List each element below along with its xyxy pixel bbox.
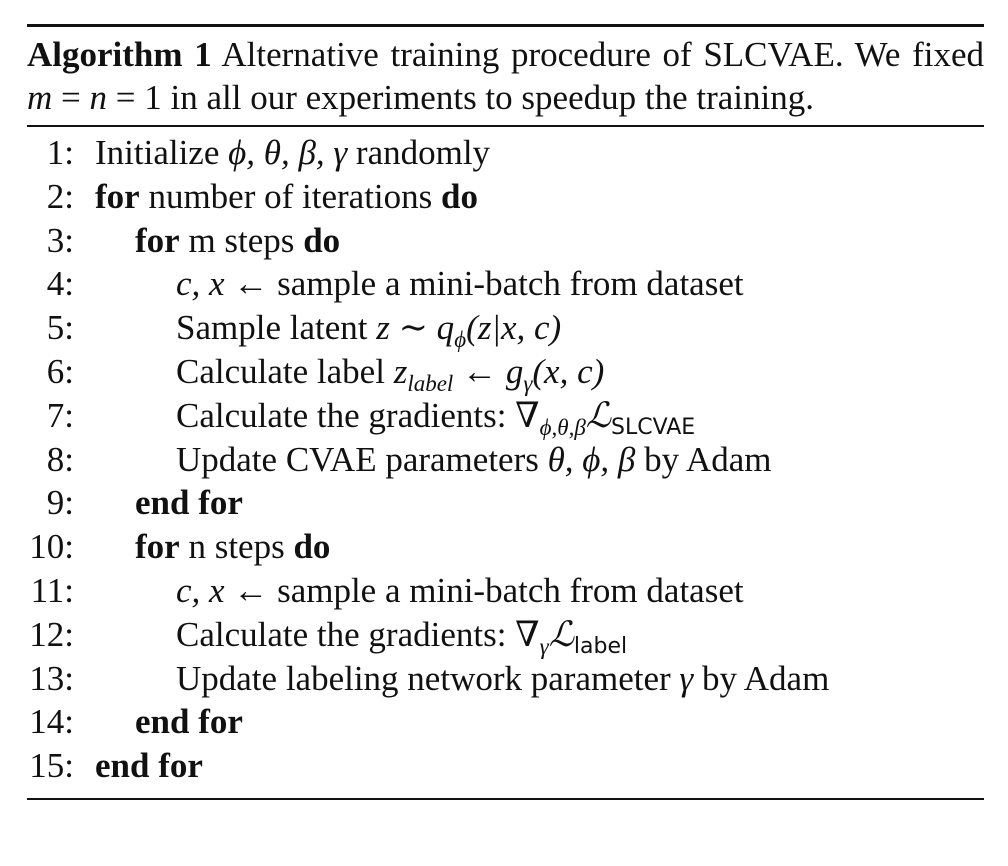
keyword-end-for: end for xyxy=(95,746,203,786)
keyword-for: for xyxy=(135,220,180,260)
algorithm-block xyxy=(27,24,984,800)
keyword-do: do xyxy=(293,527,331,567)
loss-subscript: SLCVAE xyxy=(611,414,696,440)
line-math: (z|x, c) xyxy=(466,308,562,348)
line-subscript: ϕ xyxy=(454,327,467,353)
line-text: Calculate the gradients: ∇ xyxy=(176,614,540,654)
caption-var-m: m xyxy=(27,78,53,117)
line-text: Update CVAE parameters xyxy=(176,439,548,479)
line-number: 6: xyxy=(46,351,74,391)
loss-symbol: ℒ xyxy=(548,614,574,655)
line-number: 2: xyxy=(46,176,74,216)
algorithm-line-15 xyxy=(27,744,984,788)
algorithm-lines xyxy=(27,131,984,788)
algorithm-line-1 xyxy=(27,131,984,175)
caption-rule xyxy=(27,125,984,127)
algorithm-line-11 xyxy=(27,569,984,613)
line-number: 11: xyxy=(30,570,74,610)
line-number: 7: xyxy=(46,395,74,435)
algorithm-line-12 xyxy=(27,613,984,657)
algorithm-line-14 xyxy=(27,700,984,744)
line-text: n steps xyxy=(179,527,294,567)
line-subscript: γ xyxy=(523,370,533,396)
line-math: θ, ϕ, β xyxy=(547,439,636,479)
caption-var-n: n xyxy=(89,78,108,117)
top-rule xyxy=(27,24,984,27)
line-math: γ xyxy=(679,658,694,698)
line-number: 5: xyxy=(46,308,74,348)
line-number: 8: xyxy=(46,439,74,479)
line-text: Calculate label xyxy=(176,351,394,391)
bottom-rule xyxy=(27,798,984,800)
line-subscript: γ xyxy=(539,633,549,659)
algorithm-caption xyxy=(27,33,984,119)
line-text: ← sample a mini-batch from dataset xyxy=(224,264,744,304)
line-number: 13: xyxy=(29,658,74,698)
line-statement xyxy=(176,350,604,398)
keyword-end-for: end for xyxy=(135,702,243,742)
line-text: Initialize xyxy=(95,133,229,172)
line-number: 1: xyxy=(46,133,74,172)
algorithm-line-5 xyxy=(27,306,984,353)
line-math: z ∼ q xyxy=(376,308,455,348)
algorithm-line-4 xyxy=(27,262,984,306)
line-text: ← sample a mini-batch from dataset xyxy=(224,570,744,610)
line-text: number of iterations xyxy=(139,176,442,216)
line-statement xyxy=(176,438,771,482)
line-number: 12: xyxy=(29,614,74,654)
line-statement xyxy=(95,744,203,788)
algorithm-line-8 xyxy=(27,438,984,482)
algorithm-line-2 xyxy=(27,175,984,219)
line-number: 15: xyxy=(29,746,74,786)
line-statement xyxy=(95,175,478,219)
line-number: 4: xyxy=(46,264,74,304)
line-text: by Adam xyxy=(635,439,772,479)
line-text: randomly xyxy=(347,133,491,172)
caption-eq-2: = 1 in all our experiments to speedup the training. xyxy=(107,78,814,117)
line-math: c, x xyxy=(176,570,225,610)
line-math: c, x xyxy=(176,264,225,304)
line-math: z xyxy=(393,351,408,391)
line-statement xyxy=(176,657,829,701)
algorithm-line-9 xyxy=(27,481,984,525)
line-text: Update labeling network parameter xyxy=(176,658,680,698)
algorithm-line-6 xyxy=(27,350,984,394)
line-text: m steps xyxy=(179,220,304,260)
keyword-for: for xyxy=(95,176,140,216)
line-text: by Adam xyxy=(693,658,830,698)
line-statement xyxy=(176,394,695,443)
line-statement xyxy=(176,262,744,306)
line-number: 9: xyxy=(46,483,74,523)
loss-subscript: label xyxy=(573,633,628,659)
keyword-do: do xyxy=(441,176,478,216)
caption-text-1: Alternative training procedure of SLCVAE. We fixed xyxy=(211,35,984,74)
algorithm-line-13 xyxy=(27,657,984,701)
caption-label: Algorithm xyxy=(27,35,183,74)
line-text: Sample latent xyxy=(176,308,377,348)
loss-symbol: ℒ xyxy=(585,395,612,436)
line-math: g xyxy=(505,351,524,391)
line-number: 14: xyxy=(29,702,74,742)
line-subscript: ϕ,θ,β xyxy=(539,414,586,440)
line-math: ϕ, θ, β, γ xyxy=(228,133,348,172)
algorithm-line-3 xyxy=(27,219,984,263)
line-number: 10: xyxy=(29,527,74,567)
line-text: ← xyxy=(453,351,506,391)
keyword-for: for xyxy=(135,527,180,567)
line-number: 3: xyxy=(46,220,74,260)
line-statement xyxy=(176,613,627,662)
algorithm-line-10 xyxy=(27,525,984,569)
line-math: (x, c) xyxy=(532,351,605,391)
line-statement xyxy=(135,481,243,525)
line-statement xyxy=(176,306,561,354)
line-subscript: label xyxy=(407,370,454,396)
keyword-end-for: end for xyxy=(135,483,243,523)
caption-number: 1 xyxy=(194,35,212,74)
line-statement xyxy=(135,525,330,569)
line-text: Calculate the gradients: ∇ xyxy=(176,395,540,435)
caption-eq-1: = xyxy=(52,78,90,117)
algorithm-line-7 xyxy=(27,394,984,438)
keyword-do: do xyxy=(303,220,341,260)
line-statement xyxy=(176,569,744,613)
line-statement xyxy=(135,219,340,263)
line-statement xyxy=(135,700,243,744)
line-statement xyxy=(95,131,490,175)
